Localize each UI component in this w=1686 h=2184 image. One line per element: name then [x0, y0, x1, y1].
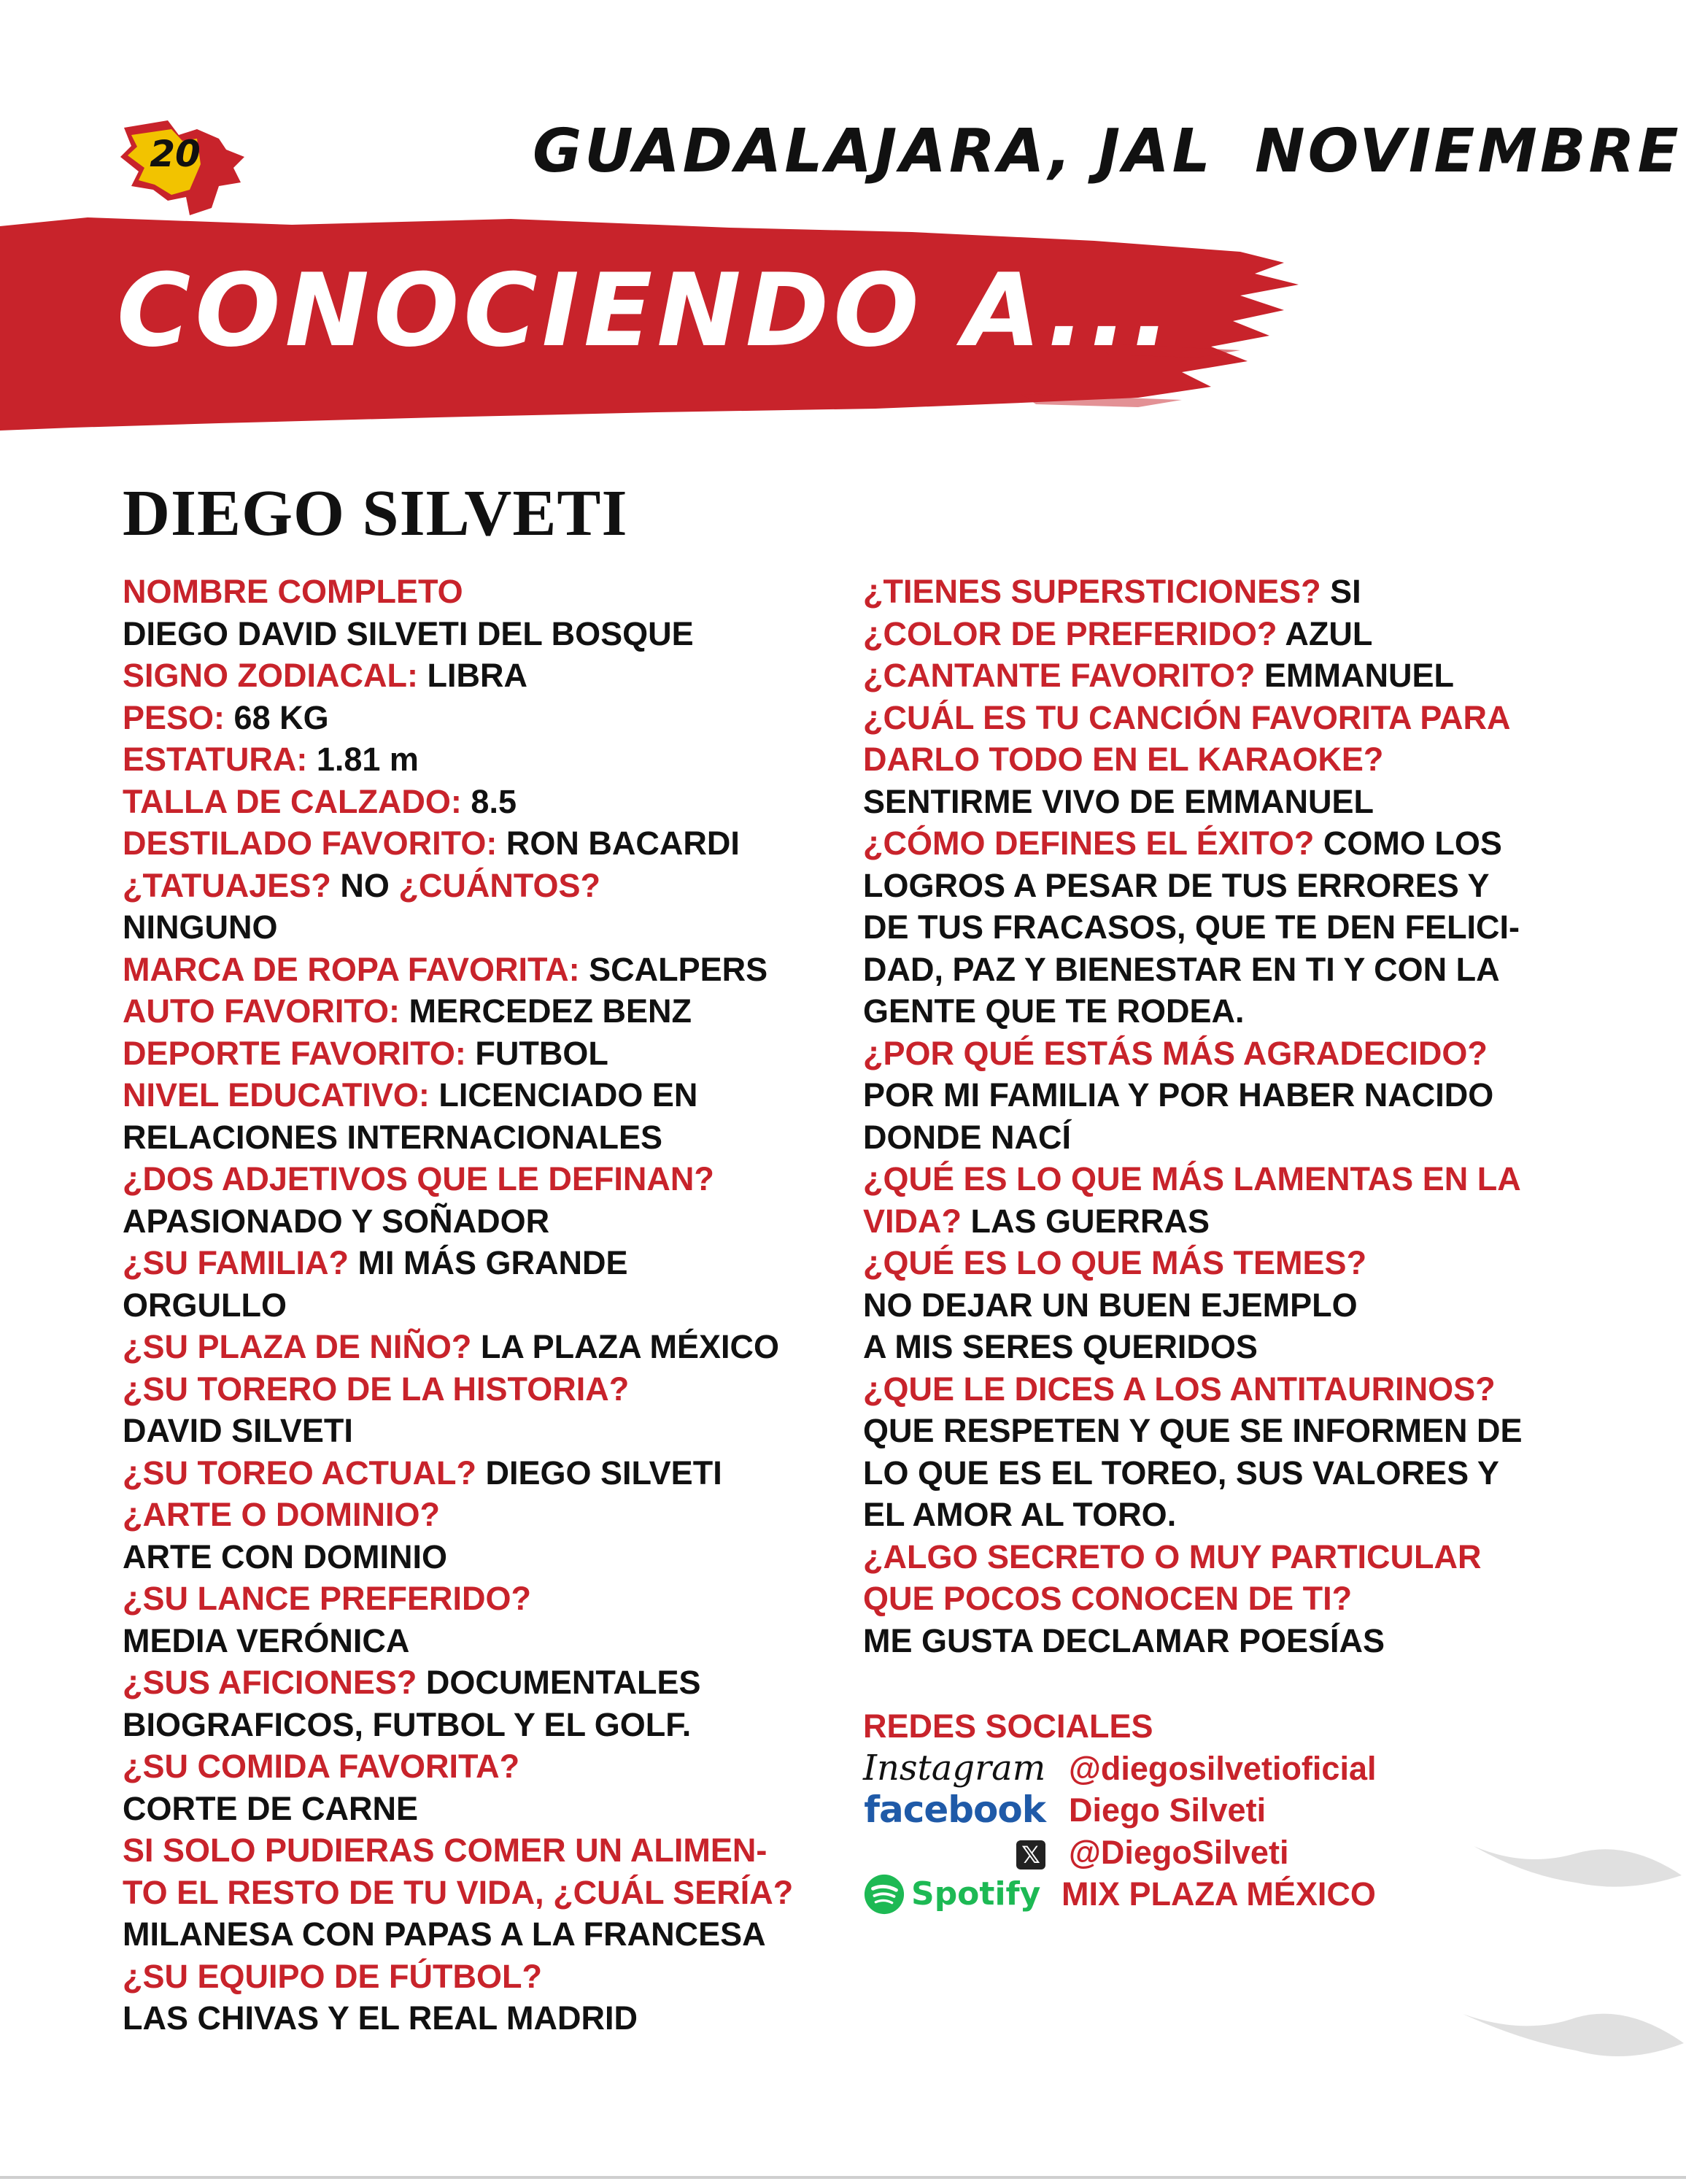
qa-line — [123, 1033, 823, 1075]
answer-text: 1.81 m — [316, 741, 419, 778]
qa-line — [863, 1536, 1563, 1578]
answer-text: 8.5 — [471, 782, 517, 820]
x-icon: 𝕏 — [1016, 1840, 1045, 1869]
bottom-rule — [0, 2176, 1686, 2179]
answer-text: MEDIA VERÓNICA — [123, 1621, 410, 1659]
question-text: ¿SU EQUIPO DE FÚTBOL? — [123, 1957, 543, 1995]
qa-line — [123, 990, 823, 1033]
qa-line — [123, 781, 823, 823]
qa-line — [123, 1494, 823, 1536]
answer-text: DIEGO SILVETI — [485, 1454, 722, 1492]
qa-line — [123, 1662, 823, 1704]
right-qa-list — [863, 571, 1563, 1662]
social-row-spotify — [863, 1873, 1563, 1915]
qa-line — [863, 990, 1563, 1033]
qa-line — [863, 1494, 1563, 1536]
qa-line — [863, 1200, 1563, 1243]
social-row-x — [863, 1832, 1563, 1874]
qa-line — [863, 1452, 1563, 1494]
question-text: ¿CÓMO DEFINES EL ÉXITO? — [863, 825, 1323, 862]
question-text: ¿QUE LE DICES A LOS ANTITAURINOS? — [863, 1370, 1496, 1408]
right-column — [863, 571, 1563, 1915]
answer-text: NO DEJAR UN BUEN EJEMPLO — [863, 1286, 1358, 1324]
decorative-smudge — [1466, 1824, 1685, 1912]
header-city: GUADALAJARA, JAL — [533, 117, 1213, 186]
qa-line — [863, 1410, 1563, 1452]
answer-text: LO QUE ES EL TOREO, SUS VALORES Y — [863, 1454, 1499, 1492]
answer-text: SCALPERS — [589, 950, 768, 988]
answer-text: LOGROS A PESAR DE TUS ERRORES Y — [863, 866, 1490, 904]
question-text: ESTATURA: — [123, 741, 317, 778]
question-text: TO EL RESTO DE TU VIDA, ¿CUÁL SERÍA? — [123, 1873, 794, 1911]
qa-line — [123, 1410, 823, 1452]
answer-text: 68 KG — [233, 698, 329, 736]
answer-text: MERCEDEZ BENZ — [409, 992, 692, 1030]
instagram-handle[interactable]: @diegosilvetioficial — [1069, 1749, 1377, 1787]
answer-text: SENTIRME VIVO DE EMMANUEL — [863, 782, 1374, 820]
question-text: ¿CUÁNTOS? — [398, 866, 601, 904]
answer-text: LIBRA — [427, 657, 527, 694]
question-text: ¿ARTE O DOMINIO? — [123, 1496, 440, 1533]
social-row-facebook — [863, 1789, 1563, 1832]
question-text: AUTO FAVORITO: — [123, 992, 409, 1030]
answer-text: FUTBOL — [475, 1034, 608, 1072]
question-text: SI SOLO PUDIERAS COMER UN ALIMEN- — [123, 1832, 767, 1869]
question-text: ¿COLOR DE PREFERIDO? — [863, 614, 1285, 652]
question-text: PESO: — [123, 698, 234, 736]
answer-text: LICENCIADO EN — [438, 1076, 698, 1114]
qa-line — [123, 655, 823, 697]
qa-line — [863, 613, 1563, 655]
qa-line — [123, 1872, 823, 1914]
answer-text: LA PLAZA MÉXICO — [480, 1328, 779, 1365]
answer-text: LAS CHIVAS Y EL REAL MADRID — [123, 1999, 638, 2037]
question-text: ¿ALGO SECRETO O MUY PARTICULAR — [863, 1537, 1482, 1575]
qa-line — [863, 1326, 1563, 1368]
answer-text: GENTE QUE TE RODEA. — [863, 992, 1245, 1030]
left-column — [123, 571, 823, 2040]
qa-line — [863, 738, 1563, 781]
social-heading: REDES SOCIALES — [863, 1708, 1153, 1745]
social-row-instagram — [863, 1748, 1563, 1790]
answer-text: SI — [1330, 573, 1361, 610]
qa-line — [863, 1284, 1563, 1327]
qa-line — [123, 1368, 823, 1411]
qa-line — [123, 1200, 823, 1243]
answer-text: LAS GUERRAS — [970, 1202, 1210, 1240]
question-text: ¿TATUAJES? — [123, 866, 341, 904]
answer-text: RELACIONES INTERNACIONALES — [123, 1118, 663, 1156]
decorative-smudge — [1459, 1985, 1686, 2080]
question-text: QUE POCOS CONOCEN DE TI? — [863, 1580, 1353, 1617]
instagram-icon: Instagram — [863, 1747, 1046, 1789]
page-number: 20 — [150, 133, 201, 175]
answer-text: MI MÁS GRANDE — [357, 1244, 628, 1281]
qa-line — [863, 1116, 1563, 1159]
qa-line — [123, 1578, 823, 1620]
answer-text: POR MI FAMILIA Y POR HABER NACIDO — [863, 1076, 1494, 1114]
answer-text: ARTE CON DOMINIO — [123, 1537, 447, 1575]
question-text: ¿POR QUÉ ESTÁS MÁS AGRADECIDO? — [863, 1034, 1488, 1072]
question-text: ¿QUÉ ES LO QUE MÁS LAMENTAS EN LA — [863, 1160, 1521, 1197]
answer-text: ORGULLO — [123, 1286, 287, 1324]
qa-line — [123, 1620, 823, 1662]
answer-text: DAD, PAZ Y BIENESTAR EN TI Y CON LA — [863, 950, 1500, 988]
qa-line — [123, 1788, 823, 1830]
qa-line — [123, 571, 823, 613]
question-text: SIGNO ZODIACAL: — [123, 657, 428, 694]
answer-text: MILANESA CON PAPAS A LA FRANCESA — [123, 1915, 766, 1953]
header-month: NOVIEMBRE — [1255, 117, 1682, 186]
qa-line — [863, 655, 1563, 697]
question-text: DEPORTE FAVORITO: — [123, 1034, 476, 1072]
answer-text: DE TUS FRACASOS, QUE TE DEN FELICI- — [863, 908, 1520, 946]
question-text: ¿QUÉ ES LO QUE MÁS TEMES? — [863, 1244, 1367, 1281]
question-text: ¿SU LANCE PREFERIDO? — [123, 1580, 532, 1617]
spotify-icon — [863, 1873, 905, 1915]
question-text: ¿CUÁL ES TU CANCIÓN FAVORITA PARA — [863, 698, 1511, 736]
answer-text: RON BACARDI — [506, 825, 740, 862]
x-handle[interactable]: @DiegoSilveti — [1069, 1833, 1289, 1871]
qa-line — [863, 571, 1563, 613]
qa-line — [123, 1158, 823, 1200]
answer-text: NINGUNO — [123, 908, 278, 946]
qa-line — [123, 1116, 823, 1159]
profile-name: DIEGO SILVETI — [123, 477, 628, 549]
facebook-icon: facebook — [864, 1789, 1045, 1831]
question-text: ¿SU TOREO ACTUAL? — [123, 1454, 486, 1492]
qa-line — [123, 697, 823, 739]
qa-line — [863, 822, 1563, 865]
qa-line — [123, 1745, 823, 1788]
qa-line — [863, 1158, 1563, 1200]
spotify-handle[interactable]: MIX PLAZA MÉXICO — [1062, 1875, 1376, 1913]
answer-text: DAVID SILVETI — [123, 1412, 353, 1449]
qa-line — [863, 1033, 1563, 1075]
question-text: ¿SUS AFICIONES? — [123, 1664, 426, 1701]
question-text: ¿TIENES SUPERSTICIONES? — [863, 573, 1331, 610]
answer-text: BIOGRAFICOS, FUTBOL Y EL GOLF. — [123, 1705, 692, 1743]
question-text: ¿SU TORERO DE LA HISTORIA? — [123, 1370, 630, 1408]
qa-line — [863, 949, 1563, 991]
spacer — [863, 1662, 1563, 1705]
answer-text: DIEGO DAVID SILVETI DEL BOSQUE — [123, 614, 694, 652]
answer-text: COMO LOS — [1323, 825, 1502, 862]
question-text: ¿SU FAMILIA? — [123, 1244, 358, 1281]
answer-text: NO — [340, 866, 399, 904]
qa-line — [123, 1829, 823, 1872]
section-title: CONOCIENDO A... — [117, 252, 1175, 369]
qa-line — [863, 865, 1563, 907]
question-text: ¿CANTANTE FAVORITO? — [863, 657, 1264, 694]
answer-text: APASIONADO Y SOÑADOR — [123, 1202, 550, 1240]
qa-line — [863, 906, 1563, 949]
qa-line — [123, 1326, 823, 1368]
question-text: DARLO TODO EN EL KARAOKE? — [863, 741, 1384, 778]
qa-line — [863, 1620, 1563, 1662]
facebook-handle[interactable]: Diego Silveti — [1069, 1791, 1267, 1829]
qa-line — [123, 865, 823, 907]
answer-text: AZUL — [1285, 614, 1373, 652]
question-text: DESTILADO FAVORITO: — [123, 825, 506, 862]
qa-line — [863, 1578, 1563, 1620]
spotify-wordmark: Spotify — [911, 1875, 1041, 1913]
answer-text: A MIS SERES QUERIDOS — [863, 1328, 1258, 1365]
qa-line — [123, 906, 823, 949]
question-text: ¿DOS ADJETIVOS QUE LE DEFINAN? — [123, 1160, 714, 1197]
qa-line — [123, 1242, 823, 1284]
qa-line — [123, 1452, 823, 1494]
answer-text: QUE RESPETEN Y QUE SE INFORMEN DE — [863, 1412, 1523, 1449]
qa-line — [123, 822, 823, 865]
qa-line — [123, 1074, 823, 1116]
answer-text: CORTE DE CARNE — [123, 1789, 419, 1827]
answer-text: EMMANUEL — [1264, 657, 1454, 694]
question-text: ¿SU PLAZA DE NIÑO? — [123, 1328, 481, 1365]
qa-line — [863, 1074, 1563, 1116]
qa-line — [123, 738, 823, 781]
question-text: MARCA DE ROPA FAVORITA: — [123, 950, 589, 988]
question-text: ¿SU COMIDA FAVORITA? — [123, 1748, 520, 1785]
question-text: NOMBRE COMPLETO — [123, 573, 463, 610]
qa-line — [123, 1997, 823, 2040]
qa-line — [123, 1536, 823, 1578]
qa-line — [123, 1704, 823, 1746]
qa-line — [123, 949, 823, 991]
answer-text: DONDE NACÍ — [863, 1118, 1072, 1156]
question-text: NIVEL EDUCATIVO: — [123, 1076, 439, 1114]
answer-text: DOCUMENTALES — [425, 1664, 701, 1701]
qa-line — [123, 1956, 823, 1998]
question-text: VIDA? — [863, 1202, 971, 1240]
qa-line — [123, 613, 823, 655]
question-text: TALLA DE CALZADO: — [123, 782, 471, 820]
answer-text: EL AMOR AL TORO. — [863, 1496, 1177, 1533]
qa-line — [863, 1368, 1563, 1411]
qa-line — [863, 697, 1563, 739]
qa-line — [123, 1913, 823, 1956]
qa-line — [123, 1284, 823, 1327]
qa-line — [863, 781, 1563, 823]
qa-line — [863, 1242, 1563, 1284]
answer-text: ME GUSTA DECLAMAR POESÍAS — [863, 1621, 1385, 1659]
